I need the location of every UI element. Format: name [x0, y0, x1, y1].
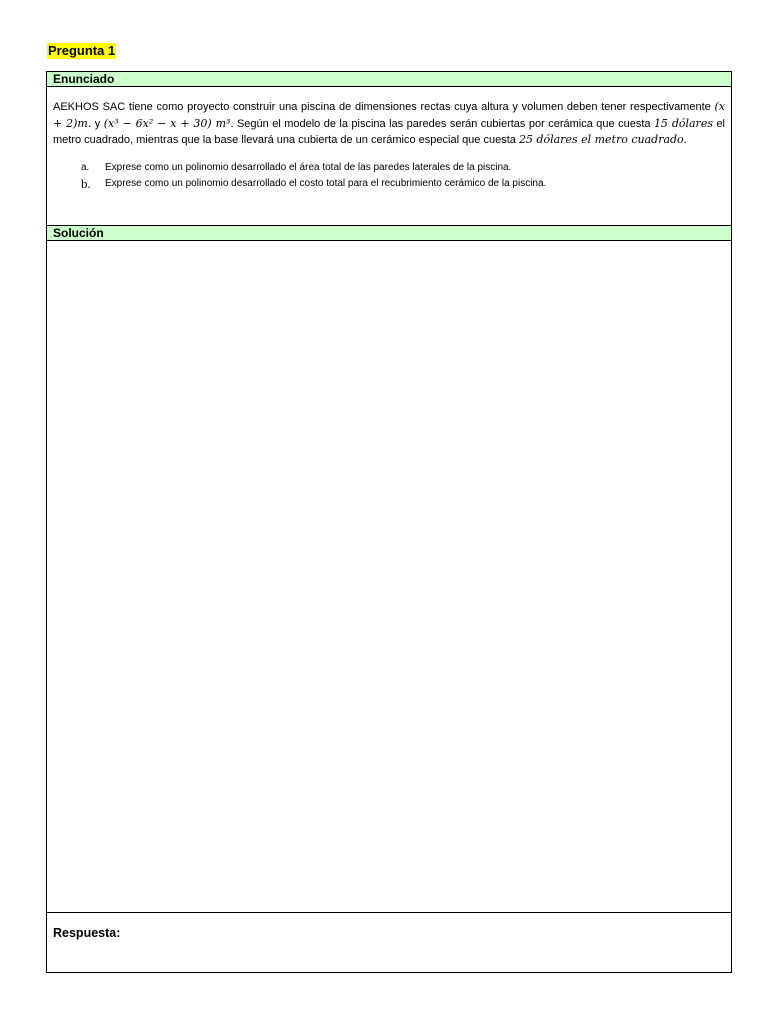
- volume-expression: (x³ − 6x² − x + 30) m³: [103, 116, 231, 130]
- item-text: Exprese como un polinomio desarrollado el costo total para el recubrimiento cerámico de la piscina.: [105, 178, 547, 189]
- walls-price: 15 dólares: [653, 116, 713, 130]
- item-letter: a.: [81, 162, 90, 173]
- item-list: [81, 160, 546, 192]
- list-item: [81, 160, 546, 176]
- height-expression: (x + 2)m.: [53, 100, 725, 130]
- question-frame: [46, 71, 732, 973]
- answer-label: Respuesta:: [53, 926, 121, 940]
- answer-divider: [47, 912, 731, 913]
- statement-part: . Según el modelo de la piscina las paredes serán cubiertas por cerámica que cuesta: [230, 117, 654, 130]
- solution-area[interactable]: [47, 241, 731, 913]
- statement-part: .: [683, 134, 687, 146]
- statement-text: [53, 99, 725, 149]
- item-text: Exprese como un polinomio desarrollado el área total de las paredes laterales de la piscina.: [105, 162, 512, 173]
- statement-header: Enunciado: [47, 72, 731, 87]
- statement-part: AEKHOS SAC tiene como proyecto construir una piscina de dimensiones rectas cuya altura y volumen deben tener respectivamente: [53, 101, 715, 113]
- statement-part: y: [91, 117, 104, 130]
- solution-header: Solución: [47, 225, 731, 241]
- item-letter: b.: [81, 176, 91, 191]
- base-price: 25 dólares el metro cuadrado: [518, 133, 684, 146]
- question-title: Pregunta 1: [48, 43, 116, 58]
- list-item: [81, 176, 546, 192]
- statement-part: el metro cuadrado, mientras que la base llevará una cubierta de un cerámico especial que cuesta: [53, 117, 725, 146]
